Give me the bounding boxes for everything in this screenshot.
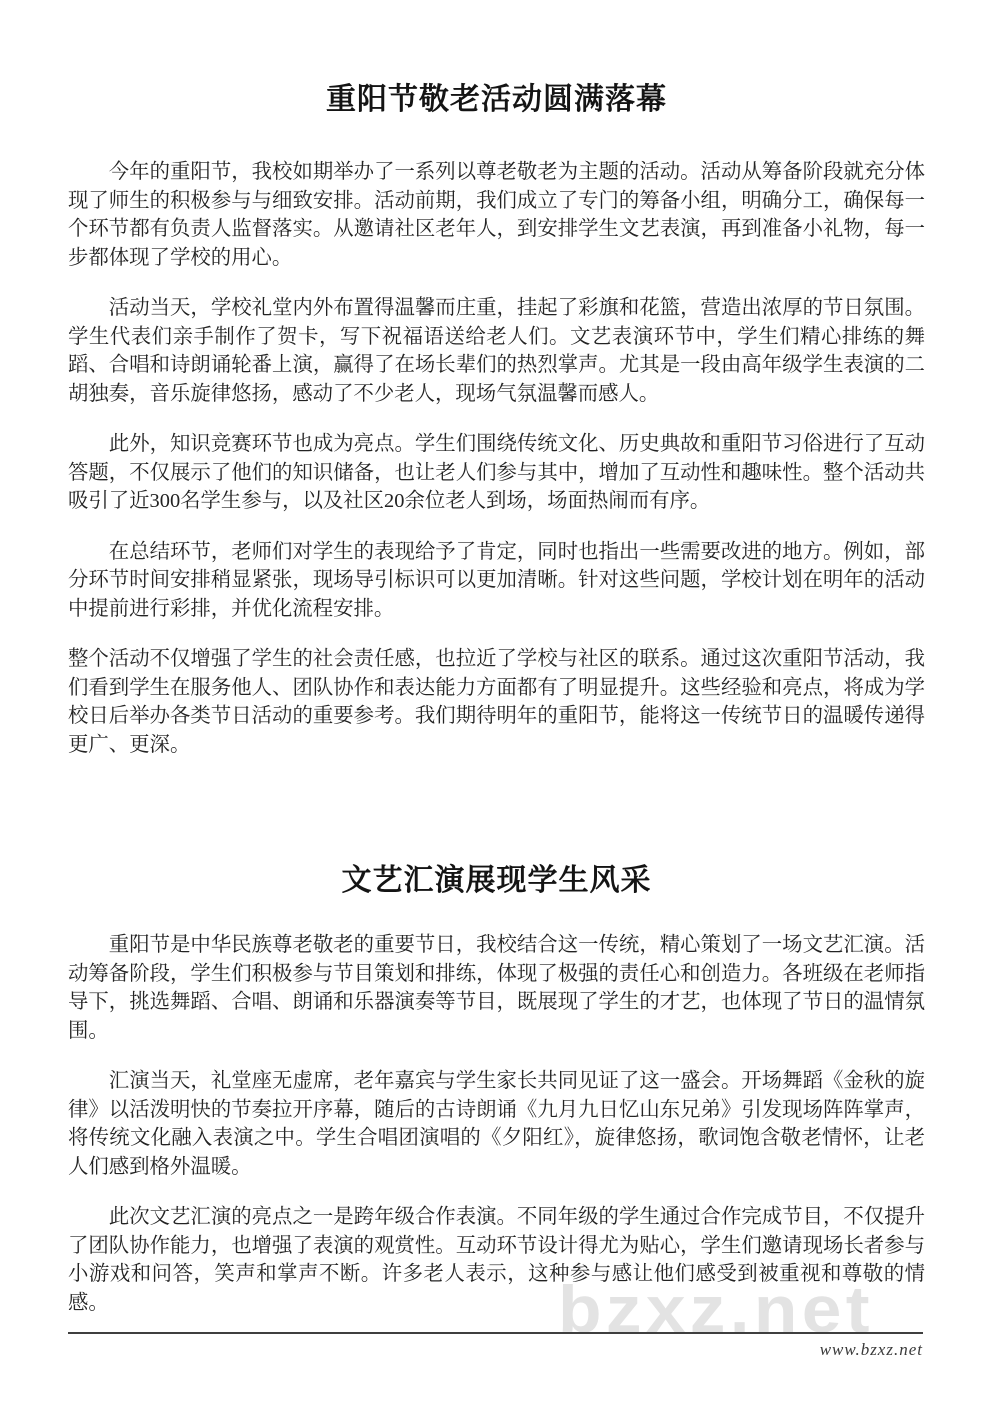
article-1-paragraph-3: 此外，知识竞赛环节也成为亮点。学生们围绕传统文化、历史典故和重阳节习俗进行了互动答题，不仅展示了他们的知识储备，也让老人们参与其中，增加了互动性和趣味性。整个活动共吸引了近300名学生参与，以及社区20余位老人到场，场面热闹而有序。	[68, 433, 925, 512]
article-2-paragraph-1: 重阳节是中华民族尊老敬老的重要节日，我校结合这一传统，精心策划了一场文艺汇演。活动筹备阶段，学生们积极参与节目策划和排练，体现了极强的责任心和创造力。各班级在老师指导下，挑选舞蹈、合唱、朗诵和乐器演奏等节目，既展现了学生的才艺，也体现了节日的温情氛围。	[68, 934, 925, 1042]
article-1-title: 重阳节敬老活动圆满落幕	[326, 83, 667, 116]
article-1-paragraph-4: 在总结环节，老师们对学生的表现给予了肯定，同时也指出一些需要改进的地方。例如，部分环节时间安排稍显紧张，现场导引标识可以更加清晰。针对这些问题，学校计划在明年的活动中提前进行彩排，并优化流程安排。	[68, 540, 925, 620]
article-performance	[68, 863, 925, 1317]
article-1-paragraph-1: 今年的重阳节，我校如期举办了一系列以尊老敬老为主题的活动。活动从筹备阶段就充分体现了师生的积极参与与细致安排。活动前期，我们成立了专门的筹备小组，明确分工，确保每一个环节都有负责人监督落实。从邀请社区老年人，到安排学生文艺表演，再到准备小礼物，每一步都体现了学校的用心。	[68, 161, 925, 269]
footer-divider	[68, 1332, 923, 1334]
article-1-paragraph-2: 活动当天，学校礼堂内外布置得温馨而庄重，挂起了彩旗和花篮，营造出浓厚的节日氛围。学生代表们亲手制作了贺卡，写下祝福语送给老人们。文艺表演环节中，学生们精心排练的舞蹈、合唱和诗朗诵轮番上演，赢得了在场长辈们的热烈掌声。尤其是一段由高年级学生表演的二胡独奏，音乐旋律悠扬，感动了不少老人，现场气氛温馨而感人。	[68, 297, 925, 405]
site-watermark: bzxz.net	[558, 1272, 874, 1346]
article-reunion-event	[68, 82, 925, 759]
article-2-title: 文艺汇演展现学生风采	[341, 864, 652, 897]
footer-site-url: www.bzxz.net	[819, 1340, 923, 1359]
article-1-paragraph-5: 整个活动不仅增强了学生的社会责任感，也拉近了学校与社区的联系。通过这次重阳节活动，我们看到学生在服务他人、团队协作和表达能力方面都有了明显提升。这些经验和亮点，将成为学校日后举办各类节日活动的重要参考。我们期待明年的重阳节，能将这一传统节日的温暖传递得更广、更深。	[68, 648, 925, 756]
article-2-paragraph-3: 此次文艺汇演的亮点之一是跨年级合作表演。不同年级的学生通过合作完成节目，不仅提升了团队协作能力，也增强了表演的观赏性。互动环节设计得尤为贴心，学生们邀请现场长者参与小游戏和问答，笑声和掌声不断。许多老人表示，这种参与感让他们感受到被重视和尊敬的情感。	[68, 1206, 925, 1314]
article-2-paragraph-2: 汇演当天，礼堂座无虚席，老年嘉宾与学生家长共同见证了这一盛会。开场舞蹈《金秋的旋律》以活泼明快的节奏拉开序幕，随后的古诗朗诵《九月九日忆山东兄弟》引发现场阵阵掌声，将传统文化融入表演之中。学生合唱团演唱的《夕阳红》，旋律悠扬，歌词饱含敬老情怀，让老人们感到格外温暖。	[68, 1070, 925, 1178]
